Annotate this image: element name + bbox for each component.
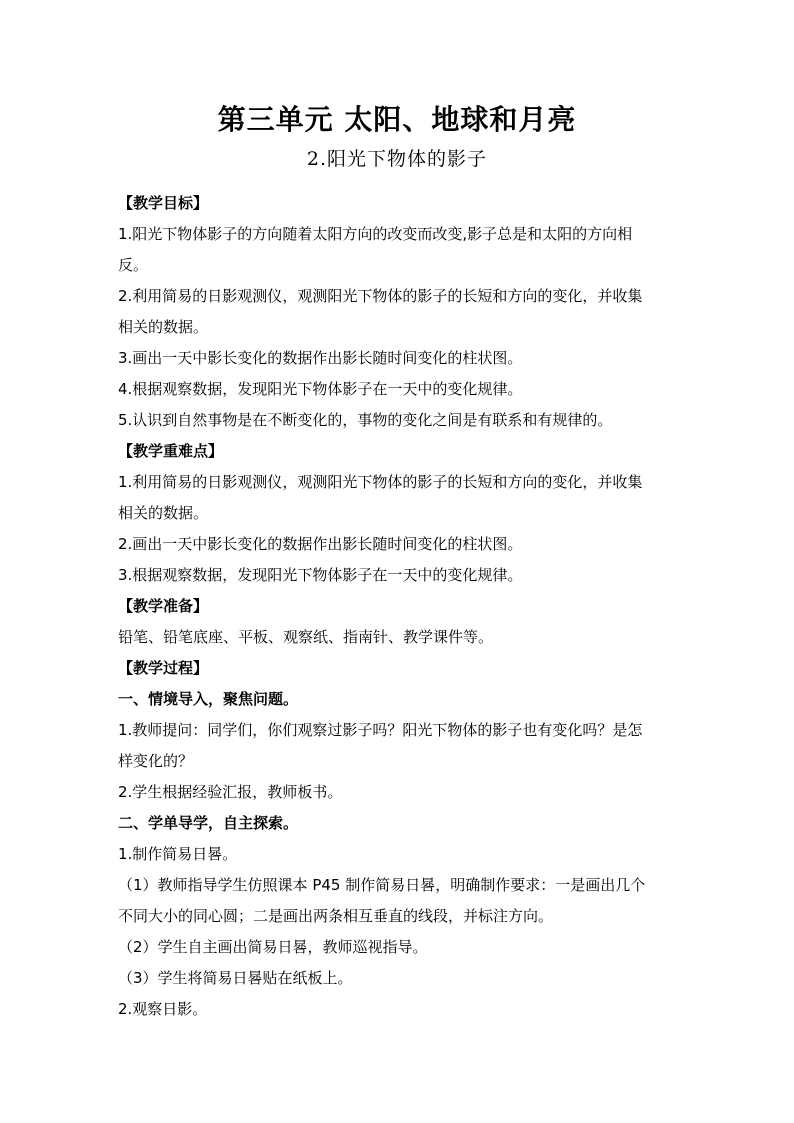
key-point-line: 3.根据观察数据，发现阳光下物体影子在一天中的变化规律。	[118, 566, 523, 584]
process-line: 2.观察日影。	[118, 1000, 208, 1018]
objective-line: 5.认识到自然事物是在不断变化的，事物的变化之间是有联系和有规律的。	[118, 411, 613, 429]
key-point-line: 相关的数据。	[118, 504, 209, 522]
process-line: （3）学生将简易日晷贴在纸板上。	[118, 969, 353, 987]
process-step-heading: 二、学单导学，自主探索。	[118, 814, 299, 832]
objective-line: 反。	[118, 256, 149, 274]
lesson-subtitle: 2.阳光下物体的影子	[306, 148, 488, 170]
section-heading-key-points: 【教学重难点】	[118, 442, 224, 460]
section-heading-process: 【教学过程】	[118, 659, 209, 677]
process-line: 样变化的？	[118, 752, 194, 770]
preparation-line: 铅笔、铅笔底座、平板、观察纸、指南针、教学课件等。	[118, 628, 494, 646]
objective-line: 2.利用简易的日影观测仪，观测阳光下物体的影子的长短和方向的变化，并收集	[118, 287, 643, 305]
lesson-content	[118, 188, 678, 1025]
process-line: （1）教师指导学生仿照课本 P45 制作简易日晷，明确制作要求：一是画出几个	[118, 876, 646, 894]
process-line: 1.教师提问：同学们，你们观察过影子吗？阳光下物体的影子也有变化吗？是怎	[118, 721, 643, 739]
objective-line: 4.根据观察数据，发现阳光下物体影子在一天中的变化规律。	[118, 380, 523, 398]
process-line: 1.制作简易日晷。	[118, 845, 238, 863]
process-line: 2.学生根据经验汇报，教师板书。	[118, 783, 343, 801]
section-heading-objectives: 【教学目标】	[118, 194, 209, 212]
process-step-heading: 一、情境导入，聚焦问题。	[118, 690, 299, 708]
section-heading-preparation: 【教学准备】	[118, 597, 209, 615]
key-point-line: 1.利用简易的日影观测仪，观测阳光下物体的影子的长短和方向的变化，并收集	[118, 473, 643, 491]
key-point-line: 2.画出一天中影长变化的数据作出影长随时间变化的柱状图。	[118, 535, 523, 553]
process-line: 不同大小的同心圆；二是画出两条相互垂直的线段，并标注方向。	[118, 907, 554, 925]
page-title: 第三单元 太阳、地球和月亮	[217, 103, 577, 136]
objective-line: 相关的数据。	[118, 318, 209, 336]
objective-line: 3.画出一天中影长变化的数据作出影长随时间变化的柱状图。	[118, 349, 523, 367]
objective-line: 1.阳光下物体影子的方向随着太阳方向的改变而改变,影子总是和太阳的方向相	[118, 225, 633, 243]
process-line: （2）学生自主画出简易日晷，教师巡视指导。	[118, 938, 428, 956]
